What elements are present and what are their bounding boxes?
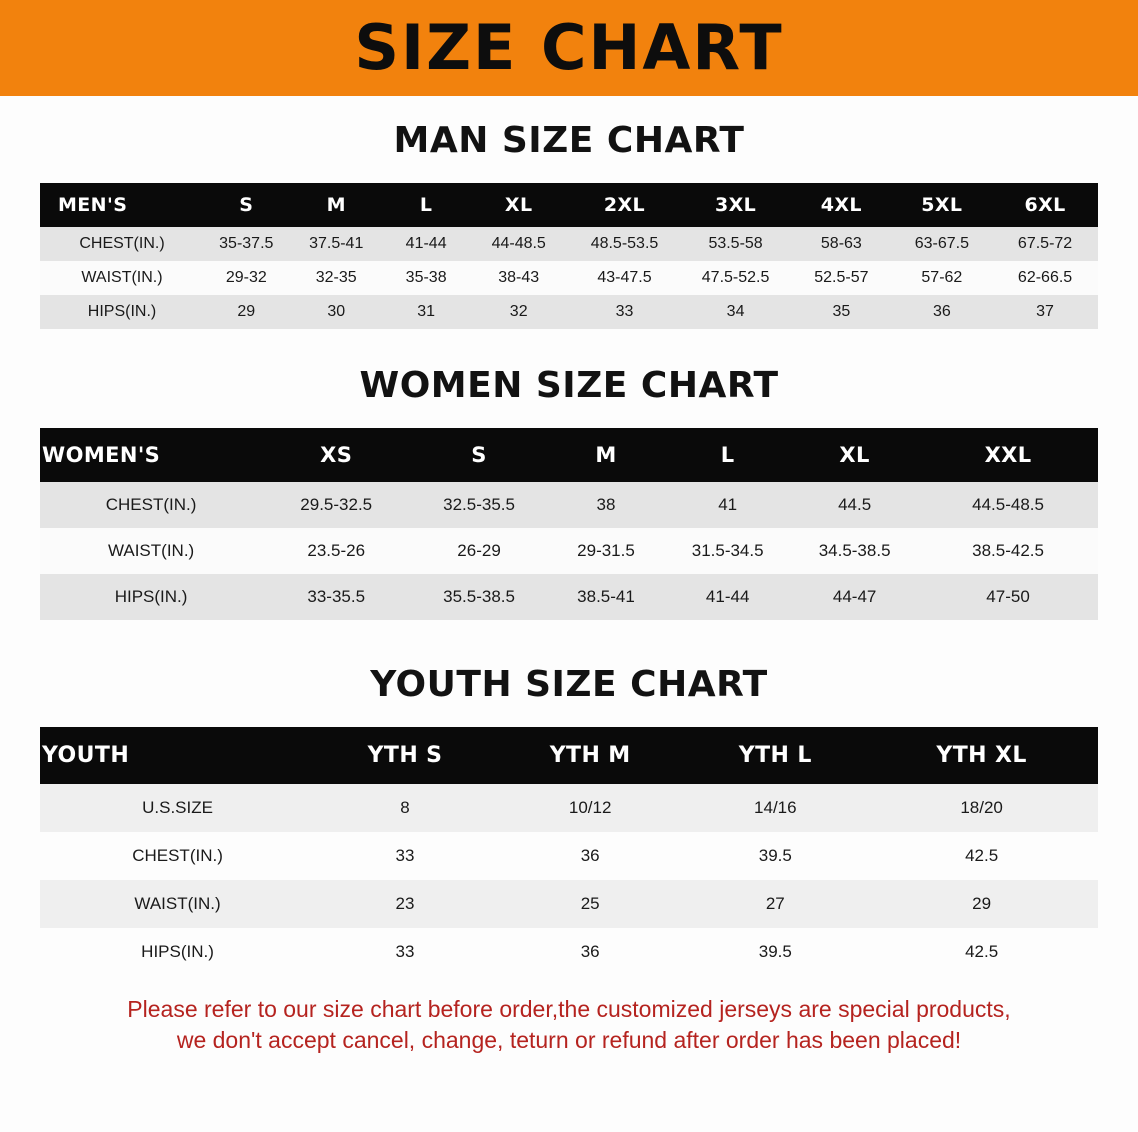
women-row-label: WAIST(IN.) bbox=[40, 528, 262, 574]
youth-cell: 27 bbox=[685, 880, 865, 928]
youth-cell: 29 bbox=[865, 880, 1098, 928]
youth-cell: 36 bbox=[495, 832, 685, 880]
man-header-cell: 2XL bbox=[569, 183, 680, 227]
youth-cell: 8 bbox=[315, 784, 495, 832]
women-table-wrap bbox=[40, 428, 1098, 620]
youth-row-label: U.S.SIZE bbox=[40, 784, 315, 832]
women-cell: 44.5-48.5 bbox=[918, 482, 1098, 528]
man-header-cell: 5XL bbox=[892, 183, 993, 227]
man-cell: 62-66.5 bbox=[992, 261, 1098, 295]
youth-cell: 39.5 bbox=[685, 832, 865, 880]
man-cell: 52.5-57 bbox=[791, 261, 892, 295]
man-header-cell: 3XL bbox=[680, 183, 791, 227]
youth-cell: 42.5 bbox=[865, 832, 1098, 880]
women-cell: 29-31.5 bbox=[548, 528, 664, 574]
women-header-cell: L bbox=[664, 428, 791, 482]
man-cell: 32-35 bbox=[289, 261, 384, 295]
man-cell: 43-47.5 bbox=[569, 261, 680, 295]
youth-row-label: CHEST(IN.) bbox=[40, 832, 315, 880]
youth-header-cell: YOUTH bbox=[40, 727, 315, 784]
youth-section-title: YOUTH SIZE CHART bbox=[370, 664, 768, 705]
table-row bbox=[40, 928, 1098, 976]
man-cell: 57-62 bbox=[892, 261, 993, 295]
table-header-row bbox=[40, 727, 1098, 784]
youth-cell: 36 bbox=[495, 928, 685, 976]
women-cell: 29.5-32.5 bbox=[262, 482, 410, 528]
table-header-row bbox=[40, 428, 1098, 482]
man-cell: 37.5-41 bbox=[289, 227, 384, 261]
women-cell: 44.5 bbox=[791, 482, 918, 528]
table-row bbox=[40, 227, 1098, 261]
youth-header-cell: YTH XL bbox=[865, 727, 1098, 784]
man-section-title: MAN SIZE CHART bbox=[393, 120, 745, 161]
page-title: SIZE CHART bbox=[354, 11, 784, 84]
table-row bbox=[40, 832, 1098, 880]
disclaimer-line-1: Please refer to our size chart before order,the customized jerseys are special products, bbox=[127, 996, 1011, 1022]
youth-size-table bbox=[40, 727, 1098, 976]
man-cell: 63-67.5 bbox=[892, 227, 993, 261]
youth-header-cell: YTH L bbox=[685, 727, 865, 784]
women-header-cell: S bbox=[410, 428, 548, 482]
man-cell: 32 bbox=[468, 295, 569, 329]
man-header-cell: MEN'S bbox=[40, 183, 204, 227]
man-cell: 35-37.5 bbox=[204, 227, 289, 261]
youth-cell: 25 bbox=[495, 880, 685, 928]
table-row bbox=[40, 574, 1098, 620]
table-row bbox=[40, 880, 1098, 928]
man-size-table bbox=[40, 183, 1098, 329]
man-cell: 47.5-52.5 bbox=[680, 261, 791, 295]
man-header-cell: 6XL bbox=[992, 183, 1098, 227]
man-cell: 38-43 bbox=[468, 261, 569, 295]
women-cell: 32.5-35.5 bbox=[410, 482, 548, 528]
youth-cell: 39.5 bbox=[685, 928, 865, 976]
table-row bbox=[40, 784, 1098, 832]
women-cell: 38.5-42.5 bbox=[918, 528, 1098, 574]
table-row bbox=[40, 295, 1098, 329]
youth-cell: 14/16 bbox=[685, 784, 865, 832]
women-cell: 33-35.5 bbox=[262, 574, 410, 620]
women-header-cell: XL bbox=[791, 428, 918, 482]
women-row-label: HIPS(IN.) bbox=[40, 574, 262, 620]
man-cell: 53.5-58 bbox=[680, 227, 791, 261]
man-cell: 29-32 bbox=[204, 261, 289, 295]
women-header-cell: M bbox=[548, 428, 664, 482]
man-cell: 34 bbox=[680, 295, 791, 329]
man-header-cell: 4XL bbox=[791, 183, 892, 227]
table-row bbox=[40, 261, 1098, 295]
women-cell: 38 bbox=[548, 482, 664, 528]
man-cell: 67.5-72 bbox=[992, 227, 1098, 261]
table-row bbox=[40, 528, 1098, 574]
youth-row-label: HIPS(IN.) bbox=[40, 928, 315, 976]
disclaimer-note bbox=[34, 994, 1104, 1056]
youth-cell: 18/20 bbox=[865, 784, 1098, 832]
man-cell: 37 bbox=[992, 295, 1098, 329]
man-header-cell: S bbox=[204, 183, 289, 227]
women-cell: 44-47 bbox=[791, 574, 918, 620]
man-header-cell: XL bbox=[468, 183, 569, 227]
man-cell: 41-44 bbox=[384, 227, 469, 261]
man-cell: 35-38 bbox=[384, 261, 469, 295]
women-header-cell: WOMEN'S bbox=[40, 428, 262, 482]
women-cell: 23.5-26 bbox=[262, 528, 410, 574]
man-cell: 30 bbox=[289, 295, 384, 329]
women-cell: 34.5-38.5 bbox=[791, 528, 918, 574]
man-cell: 29 bbox=[204, 295, 289, 329]
man-row-label: WAIST(IN.) bbox=[40, 261, 204, 295]
youth-header-cell: YTH S bbox=[315, 727, 495, 784]
women-header-cell: XXL bbox=[918, 428, 1098, 482]
youth-cell: 23 bbox=[315, 880, 495, 928]
man-header-cell: L bbox=[384, 183, 469, 227]
man-header-cell: M bbox=[289, 183, 384, 227]
man-cell: 33 bbox=[569, 295, 680, 329]
man-cell: 44-48.5 bbox=[468, 227, 569, 261]
man-cell: 35 bbox=[791, 295, 892, 329]
women-header-cell: XS bbox=[262, 428, 410, 482]
youth-cell: 33 bbox=[315, 928, 495, 976]
women-cell: 41 bbox=[664, 482, 791, 528]
man-table-wrap bbox=[40, 183, 1098, 329]
man-row-label: CHEST(IN.) bbox=[40, 227, 204, 261]
women-row-label: CHEST(IN.) bbox=[40, 482, 262, 528]
table-header-row bbox=[40, 183, 1098, 227]
women-cell: 26-29 bbox=[410, 528, 548, 574]
youth-header-cell: YTH M bbox=[495, 727, 685, 784]
women-cell: 31.5-34.5 bbox=[664, 528, 791, 574]
women-cell: 47-50 bbox=[918, 574, 1098, 620]
man-cell: 31 bbox=[384, 295, 469, 329]
women-size-table bbox=[40, 428, 1098, 620]
youth-cell: 33 bbox=[315, 832, 495, 880]
man-cell: 36 bbox=[892, 295, 993, 329]
women-cell: 35.5-38.5 bbox=[410, 574, 548, 620]
man-cell: 48.5-53.5 bbox=[569, 227, 680, 261]
man-row-label: HIPS(IN.) bbox=[40, 295, 204, 329]
table-row bbox=[40, 482, 1098, 528]
header-banner bbox=[0, 0, 1138, 96]
youth-cell: 42.5 bbox=[865, 928, 1098, 976]
disclaimer-line-2: we don't accept cancel, change, teturn or refund after order has been placed! bbox=[176, 1027, 962, 1054]
youth-row-label: WAIST(IN.) bbox=[40, 880, 315, 928]
women-cell: 41-44 bbox=[664, 574, 791, 620]
women-section-title: WOMEN SIZE CHART bbox=[359, 365, 779, 406]
youth-cell: 10/12 bbox=[495, 784, 685, 832]
man-cell: 58-63 bbox=[791, 227, 892, 261]
women-cell: 38.5-41 bbox=[548, 574, 664, 620]
youth-table-wrap bbox=[40, 727, 1098, 976]
